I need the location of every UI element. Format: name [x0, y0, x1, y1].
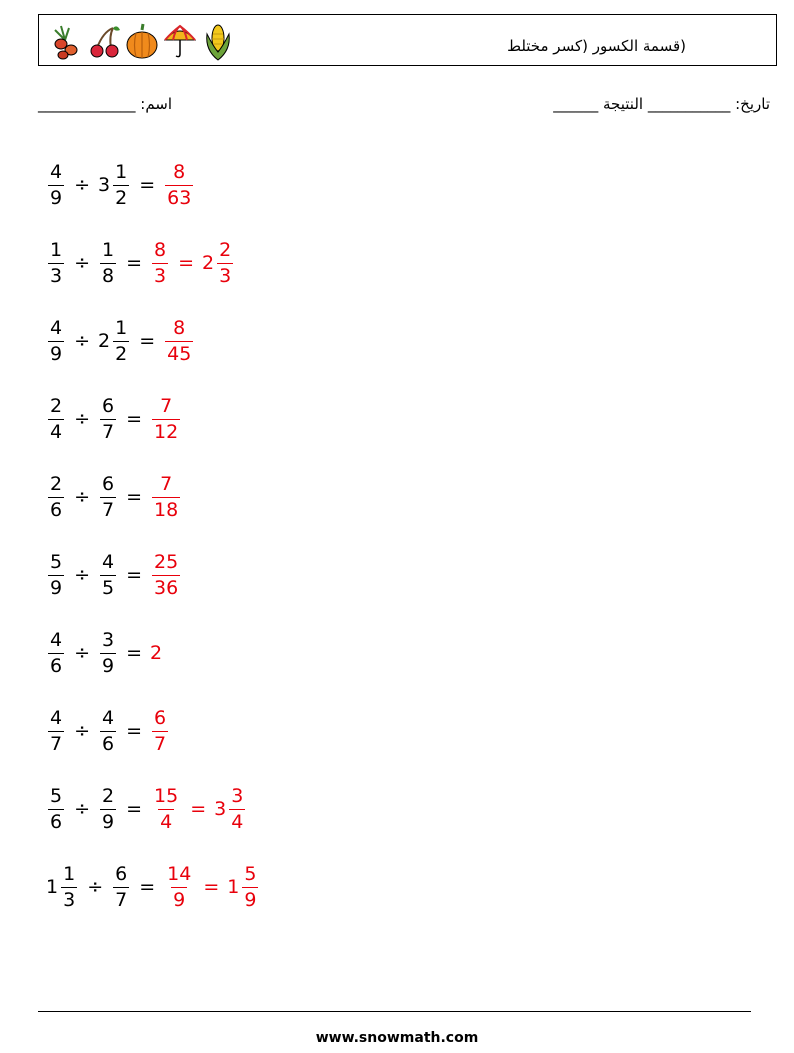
divisor-fraction [113, 316, 129, 365]
answer-value [163, 862, 195, 911]
answer [150, 394, 182, 443]
answer-value-denominator: 3 [219, 264, 232, 287]
divide-sign: ÷ [74, 174, 91, 196]
answer-value-fraction [165, 160, 193, 209]
divisor-denominator: 7 [102, 420, 115, 443]
answer [150, 784, 247, 833]
divide-sign: ÷ [74, 642, 91, 664]
problem-row [46, 770, 260, 848]
answer-value-numerator: 7 [160, 472, 173, 495]
answer-value-denominator: 12 [154, 420, 179, 443]
divisor-denominator: 7 [102, 498, 115, 521]
divisor [98, 394, 118, 443]
equals-sign: = [126, 642, 143, 664]
answer-value-fraction [152, 550, 180, 599]
dividend-denominator: 6 [50, 498, 63, 521]
dividend [46, 706, 66, 755]
divisor-denominator: 9 [102, 810, 115, 833]
worksheet-title: (قسمة الكسور (كسر مختلط [507, 37, 686, 55]
pumpkin-icon [125, 20, 159, 62]
answer-value-whole: 2 [202, 252, 215, 274]
dividend-numerator: 5 [50, 550, 63, 573]
dividend [46, 628, 66, 677]
answer-value-whole: 1 [227, 876, 240, 898]
problem-row [46, 302, 260, 380]
dividend-denominator: 9 [50, 186, 63, 209]
answer-value-numerator: 8 [173, 316, 186, 339]
answer-value-whole: 2 [150, 642, 163, 664]
dividend-denominator: 4 [50, 420, 63, 443]
dividend-fraction [48, 628, 64, 677]
divisor-denominator: 9 [102, 654, 115, 677]
answer-value-fraction [152, 784, 180, 833]
answer-value-fraction [229, 784, 245, 833]
header-icons [49, 20, 235, 62]
divisor-denominator: 6 [102, 732, 115, 755]
answer-value-fraction [165, 862, 193, 911]
equals-sign: = [126, 486, 143, 508]
divisor-denominator: 7 [115, 888, 128, 911]
answer-value [163, 160, 195, 209]
dividend [46, 862, 79, 911]
divisor [98, 706, 118, 755]
divisor-denominator: 2 [115, 342, 128, 365]
dividend-numerator: 4 [50, 706, 63, 729]
umbrella-icon [163, 20, 197, 62]
divide-sign: ÷ [87, 876, 104, 898]
answer-value [150, 550, 182, 599]
footer-url: www.snowmath.com [315, 1030, 479, 1046]
date-score-field: تاريخ: ___________ النتيجة ______ [553, 95, 770, 113]
divide-sign: ÷ [74, 564, 91, 586]
answer-value-numerator: 14 [167, 862, 192, 885]
answer-value-numerator: 15 [154, 784, 179, 807]
dividend-denominator: 6 [50, 654, 63, 677]
answer-value [150, 642, 163, 664]
dividend-fraction [48, 472, 64, 521]
footer-divider [38, 1011, 751, 1012]
dividend-fraction [48, 784, 64, 833]
answer-value [150, 472, 182, 521]
divisor-denominator: 8 [102, 264, 115, 287]
answer [150, 550, 182, 599]
answer-equals-sign: = [203, 876, 220, 898]
dividend-numerator: 1 [50, 238, 63, 261]
divisor [98, 550, 118, 599]
answer [150, 472, 182, 521]
divide-sign: ÷ [74, 330, 91, 352]
dividend [46, 550, 66, 599]
divisor-fraction [100, 706, 116, 755]
dividend [46, 238, 66, 287]
divisor-numerator: 2 [102, 784, 115, 807]
divisor-whole: 2 [98, 330, 111, 352]
dividend-denominator: 6 [50, 810, 63, 833]
answer-value-numerator: 8 [154, 238, 167, 261]
dividend-denominator: 7 [50, 732, 63, 755]
answer [150, 706, 170, 755]
answer-value-fraction [152, 472, 180, 521]
answer [150, 642, 163, 664]
answer-equals-sign: = [190, 798, 207, 820]
divisor-fraction [100, 238, 116, 287]
dividend-fraction [48, 160, 64, 209]
answer-value-denominator: 45 [167, 342, 192, 365]
answer-value-numerator: 5 [244, 862, 257, 885]
divide-sign: ÷ [74, 252, 91, 274]
answer-value-fraction [242, 862, 258, 911]
dividend-numerator: 5 [50, 784, 63, 807]
divide-sign: ÷ [74, 408, 91, 430]
answer-value-denominator: 18 [154, 498, 179, 521]
divisor-fraction [100, 472, 116, 521]
equals-sign: = [139, 876, 156, 898]
dividend [46, 160, 66, 209]
answer-value-fraction [152, 394, 180, 443]
dividend-numerator: 2 [50, 394, 63, 417]
answer [163, 160, 195, 209]
dividend-denominator: 3 [63, 888, 76, 911]
answer-value [214, 784, 247, 833]
answer-value-denominator: 7 [154, 732, 167, 755]
answer-value-denominator: 36 [154, 576, 179, 599]
divisor-numerator: 1 [115, 160, 128, 183]
dividend [46, 472, 66, 521]
divisor-fraction [100, 394, 116, 443]
answer-value-numerator: 8 [173, 160, 186, 183]
dividend-denominator: 9 [50, 576, 63, 599]
divisor-denominator: 5 [102, 576, 115, 599]
divisor-numerator: 1 [102, 238, 115, 261]
answer-value-numerator: 2 [219, 238, 232, 261]
cherries-icon [87, 20, 121, 62]
problem-row [46, 536, 260, 614]
problem-row [46, 614, 260, 692]
divisor-fraction [113, 160, 129, 209]
divisor-whole: 3 [98, 174, 111, 196]
divisor [111, 862, 131, 911]
equals-sign: = [139, 330, 156, 352]
divisor-denominator: 2 [115, 186, 128, 209]
dividend [46, 316, 66, 365]
answer-value [150, 238, 170, 287]
answer-value [150, 706, 170, 755]
problem-row [46, 224, 260, 302]
answer-value-fraction [152, 238, 168, 287]
dividend-fraction [48, 238, 64, 287]
answer-equals-sign: = [178, 252, 195, 274]
divisor-fraction [100, 628, 116, 677]
dividend-fraction [48, 394, 64, 443]
divisor [98, 316, 131, 365]
answer-value-whole: 3 [214, 798, 227, 820]
dividend-fraction [61, 862, 77, 911]
equals-sign: = [126, 252, 143, 274]
problem-row [46, 692, 260, 770]
divisor-fraction [100, 784, 116, 833]
problem-row [46, 458, 260, 536]
divisor-numerator: 6 [102, 472, 115, 495]
divide-sign: ÷ [74, 798, 91, 820]
answer-value-denominator: 4 [231, 810, 244, 833]
dividend-numerator: 4 [50, 316, 63, 339]
divisor [98, 784, 118, 833]
dividend-numerator: 2 [50, 472, 63, 495]
corn-icon [201, 20, 235, 62]
equals-sign: = [126, 408, 143, 430]
dividend-numerator: 4 [50, 160, 63, 183]
divisor-numerator: 4 [102, 550, 115, 573]
dividend [46, 784, 66, 833]
answer-value-fraction [217, 238, 233, 287]
rosehip-icon [49, 20, 83, 62]
problem-row [46, 848, 260, 926]
divisor-fraction [113, 862, 129, 911]
answer-value-numerator: 25 [154, 550, 179, 573]
answer-value-denominator: 9 [173, 888, 186, 911]
answer-value-denominator: 4 [160, 810, 173, 833]
divisor [98, 472, 118, 521]
answer-value-fraction [152, 706, 168, 755]
answer [150, 238, 235, 287]
dividend-numerator: 1 [63, 862, 76, 885]
divisor-numerator: 6 [115, 862, 128, 885]
divisor [98, 160, 131, 209]
divide-sign: ÷ [74, 720, 91, 742]
divisor-numerator: 4 [102, 706, 115, 729]
answer-value-denominator: 9 [244, 888, 257, 911]
equals-sign: = [126, 798, 143, 820]
dividend-fraction [48, 316, 64, 365]
equals-sign: = [126, 720, 143, 742]
answer-value [227, 862, 260, 911]
answer-value-numerator: 7 [160, 394, 173, 417]
divide-sign: ÷ [74, 486, 91, 508]
answer [163, 862, 260, 911]
dividend [46, 394, 66, 443]
divisor [98, 238, 118, 287]
dividend-denominator: 3 [50, 264, 63, 287]
dividend-numerator: 4 [50, 628, 63, 651]
answer-value-fraction [165, 316, 193, 365]
divisor-numerator: 3 [102, 628, 115, 651]
header-box [38, 14, 777, 66]
dividend-fraction [48, 550, 64, 599]
divisor-fraction [100, 550, 116, 599]
divisor-numerator: 6 [102, 394, 115, 417]
dividend-denominator: 9 [50, 342, 63, 365]
problem-list [46, 146, 260, 926]
dividend-fraction [48, 706, 64, 755]
problem-row [46, 146, 260, 224]
answer-value-denominator: 63 [167, 186, 192, 209]
dividend-whole: 1 [46, 876, 59, 898]
answer-value-numerator: 3 [231, 784, 244, 807]
divisor [98, 628, 118, 677]
answer-value [150, 784, 182, 833]
answer-value [202, 238, 235, 287]
divisor-numerator: 1 [115, 316, 128, 339]
answer-value [163, 316, 195, 365]
problem-row [46, 380, 260, 458]
answer-value-numerator: 6 [154, 706, 167, 729]
equals-sign: = [126, 564, 143, 586]
answer-value-denominator: 3 [154, 264, 167, 287]
name-field: اسم: _____________ [38, 95, 173, 113]
equals-sign: = [139, 174, 156, 196]
answer-value [150, 394, 182, 443]
answer [163, 316, 195, 365]
